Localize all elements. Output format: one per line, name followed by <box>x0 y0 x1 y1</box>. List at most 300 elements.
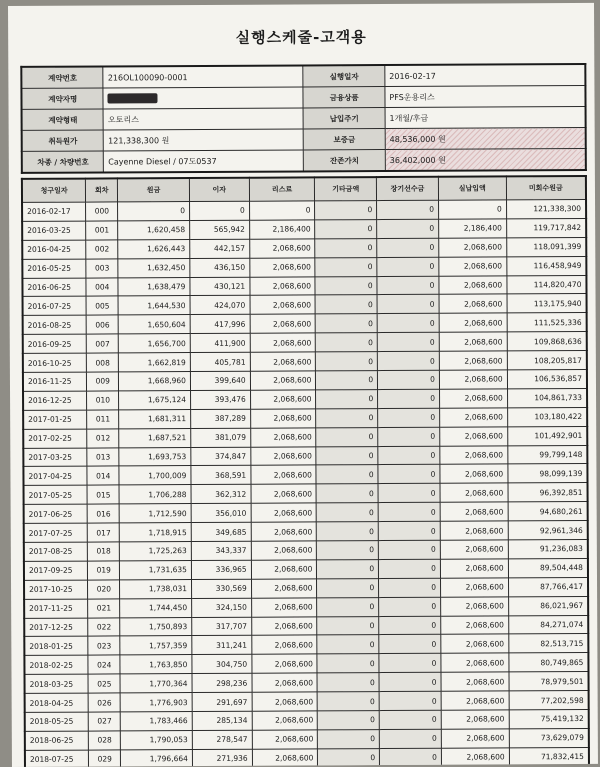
cell-installment-no: 026 <box>88 693 120 712</box>
acquisition-price-label: 취득원가 <box>22 130 104 151</box>
cell-interest: 304,750 <box>192 655 252 674</box>
residual-value-label: 잔존가치 <box>304 150 386 172</box>
cell-billing-date: 2017-08-25 <box>24 542 88 561</box>
cell-actual-payment: 2,186,400 <box>439 219 507 238</box>
cell-installment-no: 017 <box>88 523 120 542</box>
schedule-body <box>22 199 589 767</box>
cell-lease-payment: 2,068,600 <box>250 428 316 447</box>
cell-actual-payment: 2,068,600 <box>441 597 509 616</box>
cell-interest: 330,569 <box>191 579 251 598</box>
cell-principal: 1,776,903 <box>120 693 192 712</box>
cell-lease-payment: 2,068,600 <box>250 352 316 371</box>
cell-long-term-advance: 0 <box>378 540 440 559</box>
cell-interest: 442,157 <box>190 239 250 258</box>
cell-principal: 1,638,479 <box>118 277 190 296</box>
cell-other-amount: 0 <box>318 748 380 767</box>
payment-cycle-value: 1개월/후급 <box>385 106 586 128</box>
cell-interest: 349,685 <box>191 522 251 541</box>
cell-lease-payment: 2,068,600 <box>250 314 316 333</box>
cell-installment-no: 021 <box>88 599 120 618</box>
cell-other-amount: 0 <box>318 730 380 749</box>
cell-long-term-advance: 0 <box>377 332 439 351</box>
contract-no-label: 계약번호 <box>21 67 103 89</box>
cell-principal: 1,662,819 <box>119 353 191 372</box>
cell-long-term-advance: 0 <box>378 502 440 521</box>
cell-other-amount: 0 <box>317 673 379 692</box>
cell-billing-date: 2016-06-25 <box>22 278 86 297</box>
cell-long-term-advance: 0 <box>379 597 441 616</box>
cell-billing-date: 2018-06-25 <box>25 731 89 750</box>
cell-principal: 1,731,635 <box>120 560 192 579</box>
cell-long-term-advance: 0 <box>379 673 441 692</box>
cell-billing-date: 2017-11-25 <box>24 599 88 618</box>
cell-outstanding-principal: 108,205,817 <box>507 351 587 370</box>
cell-principal: 1,750,893 <box>120 617 192 636</box>
cell-long-term-advance: 0 <box>378 370 440 389</box>
cell-long-term-advance: 0 <box>378 446 440 465</box>
cell-interest: 311,241 <box>192 636 252 655</box>
deposit-label: 보증금 <box>304 129 386 150</box>
cell-outstanding-principal: 104,861,733 <box>507 388 587 407</box>
cell-actual-payment: 2,068,600 <box>440 559 508 578</box>
cell-outstanding-principal: 106,536,857 <box>507 369 587 388</box>
column-header-billing-date: 청구일자 <box>22 179 86 203</box>
cell-lease-payment: 2,068,600 <box>250 371 316 390</box>
cell-interest: 417,996 <box>190 315 250 334</box>
cell-outstanding-principal: 80,749,865 <box>509 653 589 672</box>
cell-outstanding-principal: 119,717,842 <box>506 218 586 237</box>
cell-other-amount: 0 <box>317 503 379 522</box>
cell-long-term-advance: 0 <box>377 351 439 370</box>
cell-installment-no: 022 <box>88 618 120 637</box>
cell-other-amount: 0 <box>317 578 379 597</box>
cell-interest: 436,150 <box>190 258 250 277</box>
cell-actual-payment: 2,068,600 <box>439 275 507 294</box>
info-row <box>22 148 586 172</box>
document-page <box>8 3 598 767</box>
info-row <box>21 85 585 109</box>
cell-other-amount: 0 <box>317 654 379 673</box>
cell-actual-payment: 2,068,600 <box>440 464 508 483</box>
cell-actual-payment: 2,068,600 <box>439 370 507 389</box>
column-header-other-amount: 기타금액 <box>315 177 377 201</box>
vehicle-label: 차종 / 차량번호 <box>22 151 104 173</box>
cell-long-term-advance: 0 <box>377 295 439 314</box>
cell-interest: 278,547 <box>192 730 252 749</box>
cell-other-amount: 0 <box>316 314 378 333</box>
cell-actual-payment: 2,068,600 <box>440 445 508 464</box>
cell-billing-date: 2016-12-25 <box>23 391 87 410</box>
cell-principal: 1,783,466 <box>120 712 192 731</box>
cell-outstanding-principal: 118,091,399 <box>506 237 586 256</box>
cell-long-term-advance: 0 <box>377 276 439 295</box>
cell-other-amount: 0 <box>315 201 377 220</box>
cell-installment-no: 015 <box>87 485 119 504</box>
cell-billing-date: 2016-07-25 <box>23 297 87 316</box>
cell-principal: 1,681,311 <box>119 409 191 428</box>
cell-other-amount: 0 <box>318 692 380 711</box>
cell-installment-no: 003 <box>86 259 118 278</box>
execution-date-label: 실행일자 <box>303 65 385 87</box>
cell-long-term-advance: 0 <box>379 729 441 748</box>
column-header-principal: 원금 <box>118 178 190 202</box>
cell-installment-no: 004 <box>86 277 118 296</box>
cell-outstanding-principal: 114,820,470 <box>507 275 587 294</box>
cell-billing-date: 2016-03-25 <box>22 221 86 240</box>
cell-principal: 1,706,288 <box>119 485 191 504</box>
column-header-installment-no: 회차 <box>86 178 118 202</box>
cell-outstanding-principal: 78,979,501 <box>509 672 589 691</box>
cell-billing-date: 2017-12-25 <box>24 618 88 637</box>
cell-billing-date: 2017-01-25 <box>23 410 87 429</box>
column-header-long-term-advance: 장기선수금 <box>377 177 439 201</box>
schedule-header-row <box>22 176 586 202</box>
cell-long-term-advance: 0 <box>379 691 441 710</box>
cell-billing-date: 2016-05-25 <box>22 259 86 278</box>
cell-installment-no: 025 <box>88 674 120 693</box>
cell-outstanding-principal: 82,513,715 <box>508 634 588 653</box>
payment-cycle-label: 납입주기 <box>304 108 386 129</box>
cell-principal: 0 <box>118 202 190 221</box>
cell-long-term-advance: 0 <box>379 635 441 654</box>
cell-lease-payment: 2,068,600 <box>250 295 316 314</box>
cell-long-term-advance: 0 <box>378 465 440 484</box>
cell-installment-no: 013 <box>87 448 119 467</box>
cell-actual-payment: 2,068,600 <box>441 615 509 634</box>
cell-billing-date: 2018-04-25 <box>25 693 89 712</box>
info-row <box>22 127 586 151</box>
cell-actual-payment: 2,068,600 <box>439 294 507 313</box>
cell-outstanding-principal: 99,799,148 <box>507 445 587 464</box>
acquisition-price-value: 121,338,300 원 <box>104 129 304 151</box>
cell-interest: 393,476 <box>190 390 250 409</box>
cell-principal: 1,656,700 <box>118 334 190 353</box>
column-header-actual-payment: 실납입액 <box>438 176 506 200</box>
cell-outstanding-principal: 77,202,598 <box>509 691 589 710</box>
cell-interest: 298,236 <box>192 673 252 692</box>
cell-other-amount: 0 <box>316 333 378 352</box>
cell-lease-payment: 2,068,600 <box>252 673 318 692</box>
contract-type-value: 오토리스 <box>103 108 303 130</box>
cell-lease-payment: 2,068,600 <box>251 560 317 579</box>
cell-actual-payment: 2,068,600 <box>440 483 508 502</box>
cell-principal: 1,725,263 <box>120 542 192 561</box>
cell-other-amount: 0 <box>316 484 378 503</box>
cell-interest: 336,965 <box>191 560 251 579</box>
cell-interest: 0 <box>189 201 249 220</box>
cell-principal: 1,644,530 <box>118 296 190 315</box>
cell-actual-payment: 2,068,600 <box>440 578 508 597</box>
cell-installment-no: 016 <box>87 504 119 523</box>
deposit-value: 48,536,000 원 <box>385 127 586 149</box>
cell-installment-no: 007 <box>87 334 119 353</box>
cell-interest: 411,900 <box>190 333 250 352</box>
cell-interest: 362,312 <box>191 485 251 504</box>
cell-other-amount: 0 <box>317 597 379 616</box>
cell-billing-date: 2016-08-25 <box>23 315 87 334</box>
document-title: 실행스케줄-고객용 <box>235 28 367 47</box>
cell-billing-date: 2018-07-25 <box>25 750 89 767</box>
cell-other-amount: 0 <box>317 541 379 560</box>
cell-lease-payment: 2,068,600 <box>250 258 316 277</box>
cell-outstanding-principal: 98,099,139 <box>508 464 588 483</box>
cell-outstanding-principal: 96,392,851 <box>508 483 588 502</box>
cell-outstanding-principal: 71,832,415 <box>509 747 589 767</box>
cell-installment-no: 024 <box>88 655 120 674</box>
cell-billing-date: 2018-05-25 <box>25 712 89 731</box>
cell-installment-no: 029 <box>89 750 121 767</box>
info-row <box>21 64 585 88</box>
cell-lease-payment: 2,068,600 <box>251 484 317 503</box>
cell-actual-payment: 2,068,600 <box>439 257 507 276</box>
cell-installment-no: 005 <box>86 296 118 315</box>
cell-outstanding-principal: 121,338,300 <box>506 199 586 218</box>
cell-principal: 1,693,753 <box>119 447 191 466</box>
cell-lease-payment: 2,068,600 <box>252 654 318 673</box>
residual-value-value: 36,402,000 원 <box>385 148 586 171</box>
cell-principal: 1,757,359 <box>120 636 192 655</box>
cell-billing-date: 2017-06-25 <box>24 504 88 523</box>
cell-billing-date: 2016-09-25 <box>23 334 87 353</box>
cell-other-amount: 0 <box>316 295 378 314</box>
cell-other-amount: 0 <box>316 389 378 408</box>
contract-no-value: 216OL100090-0001 <box>103 65 303 88</box>
cell-interest: 356,010 <box>191 503 251 522</box>
cell-billing-date: 2017-03-25 <box>23 448 87 467</box>
product-value: PFS운용리스 <box>385 85 586 107</box>
cell-installment-no: 009 <box>87 372 119 391</box>
cell-billing-date: 2017-10-25 <box>24 580 88 599</box>
table-row <box>25 747 589 767</box>
cell-actual-payment: 2,068,600 <box>439 238 507 257</box>
info-row <box>22 106 586 130</box>
cell-interest: 430,121 <box>190 277 250 296</box>
cell-outstanding-principal: 111,525,336 <box>507 313 587 332</box>
cell-long-term-advance: 0 <box>379 654 441 673</box>
cell-principal: 1,700,009 <box>119 466 191 485</box>
cell-installment-no: 020 <box>88 580 120 599</box>
cell-billing-date: 2017-09-25 <box>24 561 88 580</box>
cell-lease-payment: 2,068,600 <box>251 503 317 522</box>
cell-billing-date: 2017-04-25 <box>23 467 87 486</box>
cell-interest: 374,847 <box>191 447 251 466</box>
cell-outstanding-principal: 92,961,346 <box>508 521 588 540</box>
cell-long-term-advance: 0 <box>378 408 440 427</box>
cell-billing-date: 2016-11-25 <box>23 372 87 391</box>
cell-long-term-advance: 0 <box>379 578 441 597</box>
cell-actual-payment: 2,068,600 <box>440 502 508 521</box>
cell-outstanding-principal: 116,458,949 <box>507 256 587 275</box>
cell-principal: 1,770,364 <box>120 674 192 693</box>
cell-other-amount: 0 <box>315 257 377 276</box>
cell-installment-no: 000 <box>86 202 118 221</box>
cell-lease-payment: 2,068,600 <box>251 579 317 598</box>
vehicle-value: Cayenne Diesel / 07도0537 <box>104 150 304 173</box>
cell-billing-date: 2017-02-25 <box>23 429 87 448</box>
cell-other-amount: 0 <box>316 352 378 371</box>
cell-lease-payment: 2,068,600 <box>251 616 317 635</box>
cell-lease-payment: 2,068,600 <box>251 465 317 484</box>
cell-interest: 291,697 <box>192 692 252 711</box>
cell-installment-no: 012 <box>87 429 119 448</box>
cell-other-amount: 0 <box>316 427 378 446</box>
cell-actual-payment: 2,068,600 <box>440 540 508 559</box>
cell-long-term-advance: 0 <box>379 559 441 578</box>
cell-interest: 343,337 <box>191 541 251 560</box>
cell-principal: 1,796,664 <box>121 749 193 767</box>
cell-other-amount: 0 <box>318 711 380 730</box>
cell-other-amount: 0 <box>317 616 379 635</box>
cell-interest: 381,079 <box>191 428 251 447</box>
cell-interest: 387,289 <box>191 409 251 428</box>
cell-other-amount: 0 <box>317 522 379 541</box>
cell-actual-payment: 2,068,600 <box>439 389 507 408</box>
cell-lease-payment: 2,068,600 <box>252 692 318 711</box>
cell-installment-no: 011 <box>87 410 119 429</box>
cell-long-term-advance: 0 <box>378 427 440 446</box>
cell-actual-payment: 2,068,600 <box>441 672 509 691</box>
cell-installment-no: 002 <box>86 240 118 259</box>
cell-actual-payment: 2,068,600 <box>441 691 509 710</box>
cell-long-term-advance: 0 <box>377 238 439 257</box>
cell-long-term-advance: 0 <box>379 710 441 729</box>
cell-actual-payment: 2,068,600 <box>441 748 509 767</box>
cell-billing-date: 2017-07-25 <box>24 523 88 542</box>
cell-lease-payment: 0 <box>249 201 315 220</box>
cell-actual-payment: 2,068,600 <box>441 710 509 729</box>
cell-principal: 1,650,604 <box>118 315 190 334</box>
cell-principal: 1,626,443 <box>118 239 190 258</box>
cell-interest: 324,150 <box>192 598 252 617</box>
cell-long-term-advance: 0 <box>378 484 440 503</box>
cell-lease-payment: 2,068,600 <box>252 730 318 749</box>
cell-billing-date: 2018-03-25 <box>25 674 89 693</box>
cell-actual-payment: 2,068,600 <box>441 634 509 653</box>
cell-actual-payment: 0 <box>438 200 506 219</box>
cell-long-term-advance: 0 <box>379 616 441 635</box>
cell-interest: 285,134 <box>192 711 252 730</box>
cell-principal: 1,668,960 <box>119 372 191 391</box>
cell-actual-payment: 2,068,600 <box>440 408 508 427</box>
cell-principal: 1,738,031 <box>120 579 192 598</box>
cell-principal: 1,675,124 <box>119 390 191 409</box>
cell-actual-payment: 2,068,600 <box>439 332 507 351</box>
cell-actual-payment: 2,068,600 <box>441 729 509 748</box>
cell-long-term-advance: 0 <box>377 257 439 276</box>
cell-installment-no: 010 <box>87 391 119 410</box>
cell-installment-no: 019 <box>88 561 120 580</box>
cell-installment-no: 001 <box>86 221 118 240</box>
cell-outstanding-principal: 101,492,901 <box>507 426 587 445</box>
cell-outstanding-principal: 91,236,083 <box>508 540 588 559</box>
cell-outstanding-principal: 113,175,940 <box>507 294 587 313</box>
cell-actual-payment: 2,068,600 <box>440 521 508 540</box>
cell-outstanding-principal: 87,766,417 <box>508 577 588 596</box>
redacted-name <box>108 93 158 103</box>
cell-billing-date: 2018-01-25 <box>24 637 88 656</box>
cell-installment-no: 027 <box>89 712 121 731</box>
cell-billing-date: 2017-05-25 <box>24 485 88 504</box>
cell-long-term-advance: 0 <box>377 314 439 333</box>
cell-principal: 1,718,915 <box>119 523 191 542</box>
cell-interest: 399,640 <box>190 371 250 390</box>
cell-other-amount: 0 <box>316 371 378 390</box>
cell-other-amount: 0 <box>317 635 379 654</box>
contract-info-table <box>20 63 587 174</box>
cell-lease-payment: 2,068,600 <box>252 711 318 730</box>
cell-billing-date: 2016-04-25 <box>22 240 86 259</box>
contractor-value <box>103 87 303 109</box>
cell-lease-payment: 2,068,600 <box>251 522 317 541</box>
cell-interest: 271,936 <box>192 749 252 767</box>
product-label: 금융상품 <box>303 87 385 108</box>
cell-billing-date: 2018-02-25 <box>24 655 88 674</box>
cell-lease-payment: 2,068,600 <box>249 239 315 258</box>
cell-other-amount: 0 <box>316 446 378 465</box>
cell-installment-no: 006 <box>86 315 118 334</box>
cell-other-amount: 0 <box>315 276 377 295</box>
cell-installment-no: 018 <box>88 542 120 561</box>
cell-actual-payment: 2,068,600 <box>441 653 509 672</box>
contractor-label: 계약자명 <box>21 88 103 109</box>
cell-lease-payment: 2,068,600 <box>250 409 316 428</box>
cell-actual-payment: 2,068,600 <box>439 313 507 332</box>
cell-other-amount: 0 <box>316 408 378 427</box>
cell-outstanding-principal: 94,680,261 <box>508 502 588 521</box>
cell-other-amount: 0 <box>316 465 378 484</box>
cell-billing-date: 2016-10-25 <box>23 353 87 372</box>
cell-outstanding-principal: 73,629,079 <box>509 728 589 747</box>
cell-interest: 424,070 <box>190 296 250 315</box>
cell-lease-payment: 2,068,600 <box>250 333 316 352</box>
cell-outstanding-principal: 86,021,967 <box>508 596 588 615</box>
cell-interest: 565,942 <box>190 220 250 239</box>
cell-lease-payment: 2,068,600 <box>251 598 317 617</box>
cell-principal: 1,687,521 <box>119 428 191 447</box>
cell-lease-payment: 2,068,600 <box>251 541 317 560</box>
cell-outstanding-principal: 84,271,074 <box>508 615 588 634</box>
cell-other-amount: 0 <box>315 238 377 257</box>
cell-principal: 1,620,458 <box>118 220 190 239</box>
cell-installment-no: 008 <box>87 353 119 372</box>
cell-principal: 1,632,450 <box>118 258 190 277</box>
cell-long-term-advance: 0 <box>377 200 439 219</box>
cell-interest: 368,591 <box>191 466 251 485</box>
cell-long-term-advance: 0 <box>378 389 440 408</box>
cell-principal: 1,763,850 <box>120 655 192 674</box>
column-header-interest: 이자 <box>189 178 249 202</box>
column-header-outstanding-principal: 미회수원금 <box>506 176 586 200</box>
cell-outstanding-principal: 89,504,448 <box>508 558 588 577</box>
cell-actual-payment: 2,068,600 <box>439 351 507 370</box>
cell-long-term-advance: 0 <box>378 521 440 540</box>
cell-outstanding-principal: 103,180,422 <box>507 407 587 426</box>
cell-installment-no: 014 <box>87 466 119 485</box>
cell-lease-payment: 2,068,600 <box>252 749 318 767</box>
cell-long-term-advance: 0 <box>380 748 442 767</box>
cell-lease-payment: 2,068,600 <box>252 635 318 654</box>
payment-schedule-table <box>21 175 590 767</box>
cell-principal: 1,744,450 <box>120 598 192 617</box>
cell-installment-no: 028 <box>89 731 121 750</box>
cell-interest: 405,781 <box>190 352 250 371</box>
column-header-lease-payment: 리스료 <box>249 177 315 201</box>
cell-lease-payment: 2,068,600 <box>250 390 316 409</box>
cell-long-term-advance: 0 <box>377 219 439 238</box>
cell-lease-payment: 2,186,400 <box>249 220 315 239</box>
cell-other-amount: 0 <box>317 559 379 578</box>
cell-actual-payment: 2,068,600 <box>440 427 508 446</box>
